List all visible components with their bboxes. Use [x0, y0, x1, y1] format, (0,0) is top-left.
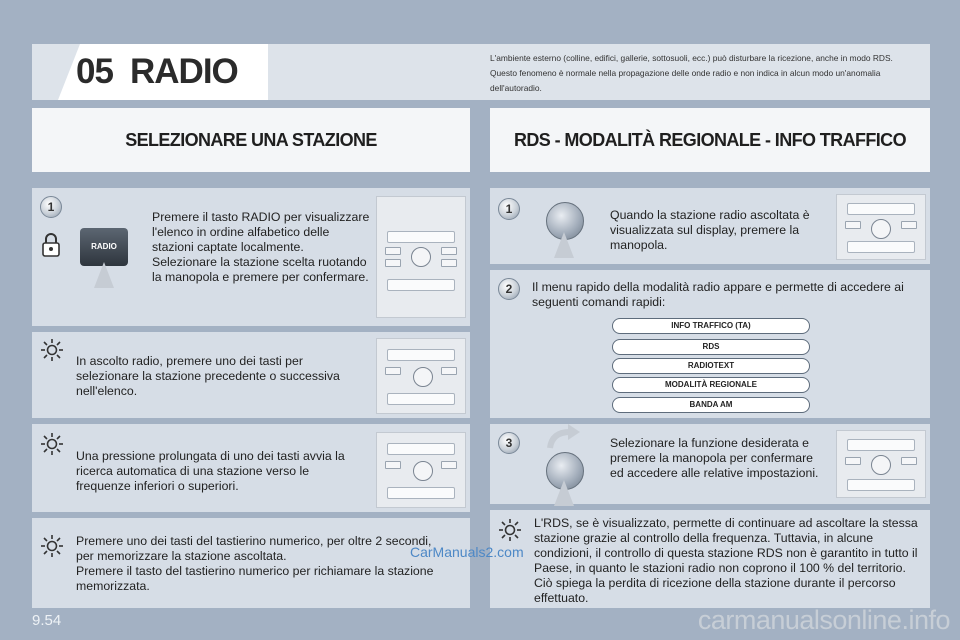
arrow-up-icon [554, 480, 574, 506]
menu-item-am-band: BANDA AM [612, 397, 810, 413]
watermark-text: CarManuals2.com [410, 544, 524, 560]
chapter-number: 05 [76, 52, 113, 91]
chapter-title: RADIO [130, 52, 238, 91]
page-number: 9.54 [32, 612, 62, 629]
left-tip2-text: Una pressione prolungata di uno dei tasti avvia la ricerca automatica di una stazione verso le frequenze inferiori o superiori. [76, 449, 345, 493]
right-section-heading [490, 108, 930, 172]
menu-item-rds: RDS [612, 339, 810, 355]
header-note: L'ambiente esterno (colline, edifici, gallerie, sottosuoli, ecc.) può disturbare la ricezione, anche in modo RDS. Questo fenomeno è normale nella propagazione delle onde radio e non indica in alcun modo un'anomalia dell'autoradio. [490, 53, 893, 93]
curved-arrow-icon [546, 424, 582, 450]
right-step2-text: Il menu rapido della modalità radio appare e permette di accedere ai seguenti comandi rapidi: [532, 280, 904, 309]
radio-key-icon: RADIO [80, 228, 128, 266]
radio-unit-illustration [376, 196, 466, 318]
menu-item-traffic-info: INFO TRAFFICO (TA) [612, 318, 810, 334]
step-badge: 1 [40, 196, 62, 218]
arrow-up-icon [94, 262, 114, 288]
radio-unit-illustration [836, 430, 926, 498]
right-step1-text: Quando la stazione radio ascoltata è visualizzata sul display, premere la manopola. [610, 208, 810, 252]
left-step1-text: Premere il tasto RADIO per visualizzare l'elenco in ordine alfabetico delle stazioni captate localmente. Selezionare la stazione scelta ruotando la manopola e premere per confermare. [152, 210, 370, 284]
lock-icon [40, 232, 62, 258]
radio-unit-illustration [376, 432, 466, 508]
radio-unit-illustration [836, 194, 926, 260]
menu-item-radiotext: RADIOTEXT [612, 358, 810, 374]
settings-sun-icon [40, 432, 64, 456]
step-badge: 1 [498, 198, 520, 220]
radio-unit-illustration [376, 338, 466, 414]
right-step3-text: Selezionare la funzione desiderata e premere la manopola per confermare ed accedere alle relative impostazioni. [610, 436, 819, 480]
step-badge: 3 [498, 432, 520, 454]
arrow-up-icon [554, 232, 574, 258]
left-section-heading [32, 108, 470, 172]
step-badge: 2 [498, 278, 520, 300]
left-tip3-text: Premere uno dei tasti del tastierino numerico, per oltre 2 secondi, per memorizzare la stazione ascoltata. Premere il tasto del tastierino numerico per richiamare la stazione memorizzata. [76, 534, 434, 593]
left-tip1-text: In ascolto radio, premere uno dei tasti per selezionare la stazione precedente o successiva nell'elenco. [76, 354, 340, 398]
settings-sun-icon [40, 338, 64, 362]
settings-sun-icon [40, 534, 64, 558]
settings-sun-icon [498, 518, 522, 542]
menu-item-regional-mode: MODALITÀ REGIONALE [612, 377, 810, 393]
site-watermark: carmanualsonline.info [697, 605, 950, 635]
left-section-title: SELEZIONARE UNA STAZIONE [125, 130, 377, 150]
right-section-title: RDS - MODALITÀ REGIONALE - INFO TRAFFICO [514, 130, 906, 150]
right-tip-text: L'RDS, se è visualizzato, permette di continuare ad ascoltare la stessa stazione grazie al controllo della frequenza. Tuttavia, in alcune condizioni, il controllo di questa stazione RDS non è garantito in tutto il Paese, in quanto le stazioni radio non coprono il 100 % del territorio. Ciò spiega la perdita di ricezione della stazione durante il percorso effettuato. [534, 516, 918, 605]
